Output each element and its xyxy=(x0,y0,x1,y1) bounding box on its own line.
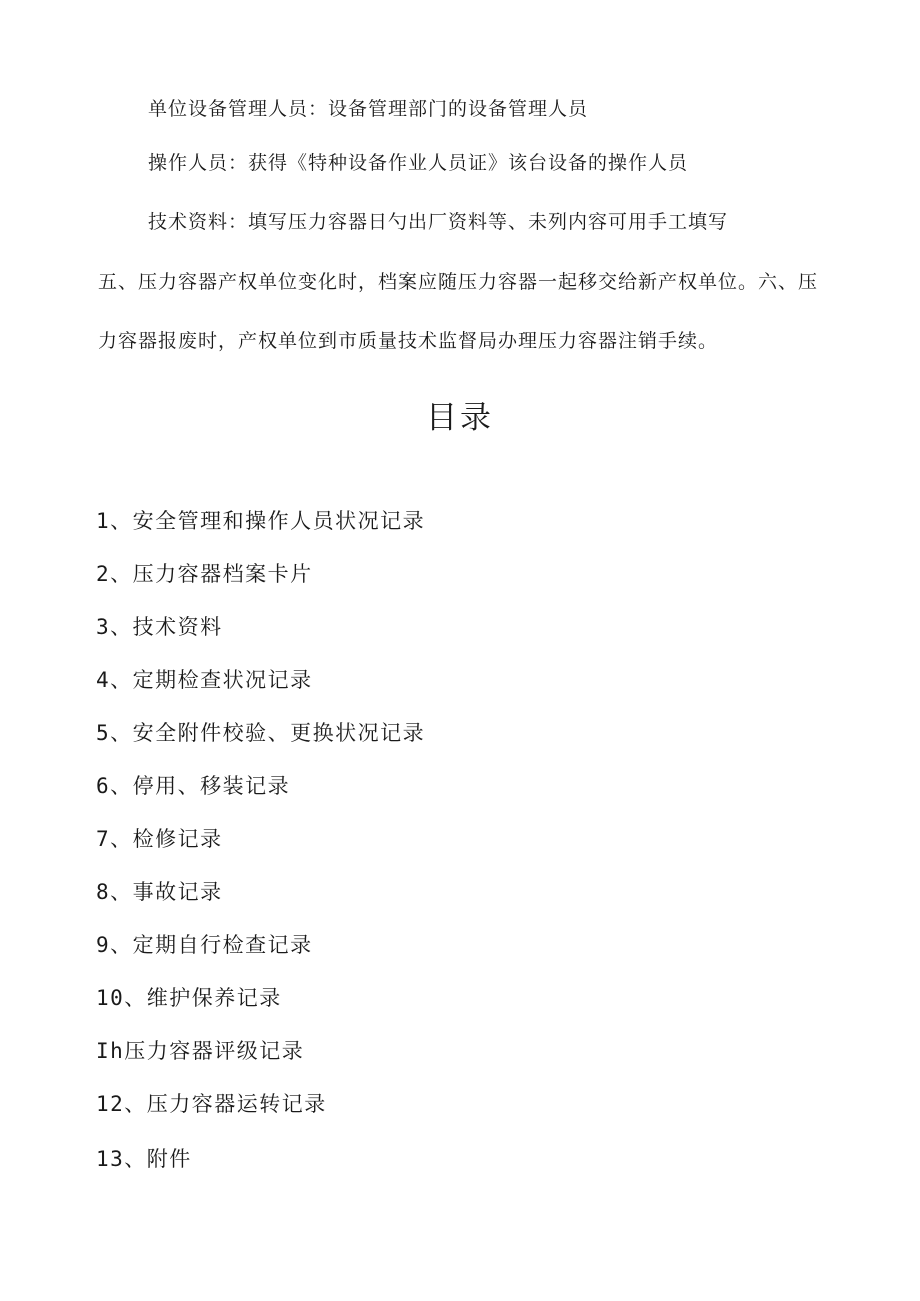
toc-title: 目录 xyxy=(426,400,494,436)
toc-item: 2、压力容器档案卡片 xyxy=(96,562,313,586)
paragraph-clause-line-2: 力容器报废时，产权单位到市质量技术监督局办理压力容器注销手续。 xyxy=(98,330,719,352)
toc-item: 3、技术资料 xyxy=(96,615,223,639)
toc-item: Ih压力容器评级记录 xyxy=(96,1039,305,1063)
toc-item: 7、检修记录 xyxy=(96,827,223,851)
paragraph-unit-manager: 单位设备管理人员：设备管理部门的设备管理人员 xyxy=(148,98,589,120)
toc-item: 8、事故记录 xyxy=(96,880,223,904)
paragraph-clause-line-1: 五、压力容器产权单位变化时，档案应随压力容器一起移交给新产权单位。六、压 xyxy=(98,271,819,293)
toc-item: 1、安全管理和操作人员状况记录 xyxy=(96,509,426,533)
paragraph-tech-docs: 技术资料：填写压力容器日勺出厂资料等、未列内容可用手工填写 xyxy=(148,211,729,233)
toc-item: 12、压力容器运转记录 xyxy=(96,1092,327,1116)
toc-item: 10、维护保养记录 xyxy=(96,986,282,1010)
paragraph-operator: 操作人员：获得《特种设备作业人员证》该台设备的操作人员 xyxy=(148,152,689,174)
toc-item: 6、停用、移装记录 xyxy=(96,774,291,798)
toc-item: 9、定期自行检查记录 xyxy=(96,933,313,957)
toc-item: 13、附件 xyxy=(96,1147,192,1171)
toc-item: 5、安全附件校验、更换状况记录 xyxy=(96,721,426,745)
toc-item: 4、定期检查状况记录 xyxy=(96,668,313,692)
